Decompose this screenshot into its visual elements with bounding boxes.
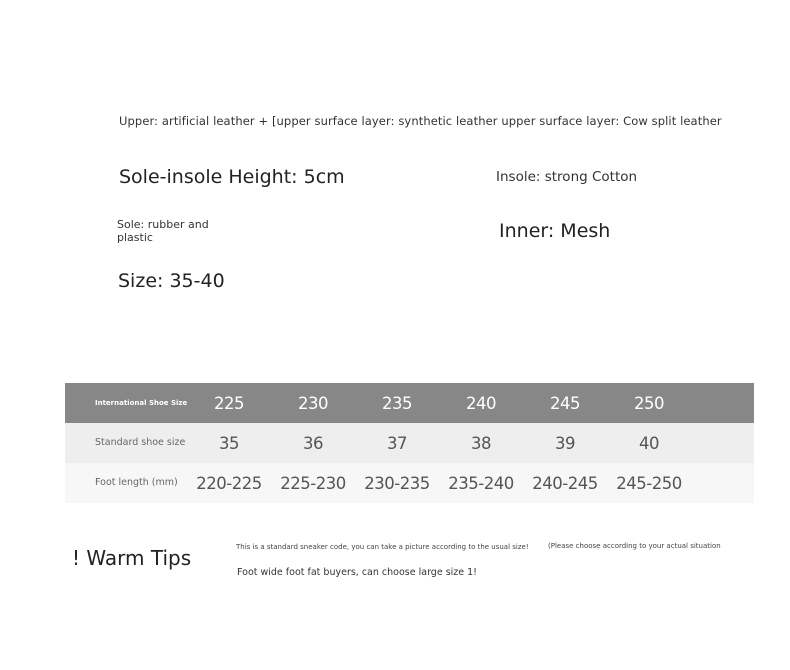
- sole-material-text: Sole: rubber and plastic: [117, 218, 209, 244]
- table-cell: 37: [387, 433, 407, 453]
- table-padding-cell: [704, 383, 754, 423]
- table-row-international-size: [65, 383, 754, 423]
- table-cell: 230-235: [364, 473, 430, 493]
- inner-material-text: Inner: Mesh: [499, 220, 611, 242]
- table-cell: 220-225: [196, 473, 262, 493]
- table-cell: 225: [214, 393, 244, 413]
- table-padding-cell: [704, 463, 754, 503]
- table-cell: 245: [550, 393, 580, 413]
- table-cell: 235-240: [448, 473, 514, 493]
- table-cell: 250: [634, 393, 664, 413]
- row-label: Standard shoe size: [95, 437, 186, 448]
- table-row-standard-size: [65, 423, 754, 463]
- table-cell: 230: [298, 393, 328, 413]
- tip-note-wide-foot: Foot wide foot fat buyers, can choose large size 1!: [237, 567, 477, 578]
- insole-material-text: Insole: strong Cotton: [496, 169, 638, 185]
- table-cell: 38: [471, 433, 491, 453]
- row-label: International Shoe Size: [95, 399, 188, 407]
- table-cell: 240: [466, 393, 496, 413]
- tip-note-actual-situation: (Please choose according to your actual situation: [548, 542, 721, 550]
- size-range-text: Size: 35-40: [118, 270, 225, 292]
- table-cell: 225-230: [280, 473, 346, 493]
- warm-tips-title: ! Warm Tips: [72, 546, 192, 570]
- table-cell: 35: [219, 433, 239, 453]
- table-cell: 36: [303, 433, 323, 453]
- table-row-foot-length: [65, 463, 754, 503]
- table-cell: 240-245: [532, 473, 598, 493]
- table-cell: 235: [382, 393, 412, 413]
- table-cell: 39: [555, 433, 575, 453]
- upper-material-text: Upper: artificial leather + [upper surface layer: synthetic leather upper surface layer: Cow split leather: [119, 114, 722, 128]
- size-chart-table: [65, 383, 754, 503]
- table-cell: 40: [639, 433, 659, 453]
- sole-insole-height-text: Sole-insole Height: 5cm: [119, 166, 345, 188]
- table-cell: 245-250: [616, 473, 682, 493]
- row-label: Foot length (mm): [95, 477, 178, 488]
- tip-note-sneaker-code: This is a standard sneaker code, you can take a picture according to the usual size!: [236, 543, 529, 551]
- table-padding-cell: [704, 423, 754, 463]
